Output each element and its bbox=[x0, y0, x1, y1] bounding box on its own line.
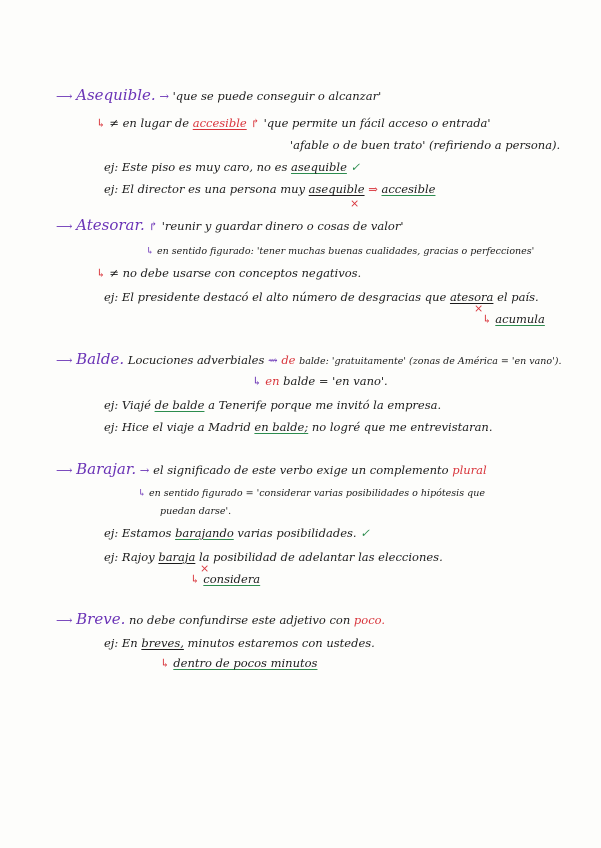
barajar-figurative-1 bbox=[138, 487, 485, 501]
key-word: plural bbox=[452, 463, 487, 477]
example-text: ej: Este piso es muy caro, no es bbox=[104, 160, 288, 174]
barajar-example-2 bbox=[104, 550, 443, 564]
arrow-right-icon: ⟶ bbox=[56, 89, 73, 103]
wrong-word: asequible bbox=[308, 182, 365, 196]
locution-def: balde: 'gratuitamente' (zonas de América = 'en vano'). bbox=[299, 356, 562, 367]
entry-asequible bbox=[56, 88, 381, 103]
example-text: a Tenerife porque me invitó la empresa. bbox=[208, 398, 442, 412]
example-text: minutos estaremos con ustedes. bbox=[187, 636, 375, 650]
arrow-hook-icon: ↳ bbox=[96, 266, 106, 280]
barajar-figurative-2 bbox=[160, 505, 231, 519]
headword: Asequible. bbox=[76, 86, 156, 104]
headword: Breve. bbox=[76, 610, 126, 628]
arrow-hook-icon: ↳ bbox=[138, 488, 146, 499]
locution-def: balde = 'en vano'. bbox=[283, 374, 388, 388]
example-text: ej: El director es una persona muy bbox=[104, 182, 306, 196]
arrow-right-icon: ⟶ bbox=[56, 463, 73, 477]
example-text: la posibilidad de adelantar las elecciones. bbox=[198, 550, 443, 564]
check-icon: ✓ bbox=[350, 160, 361, 174]
definition: 'que se puede conseguir o alcanzar' bbox=[172, 89, 382, 103]
arrow-right-icon: ⟶ bbox=[56, 613, 73, 627]
definition: 'reunir y guardar dinero o cosas de valor' bbox=[161, 219, 404, 233]
barajar-fix bbox=[190, 572, 260, 586]
headword: Atesorar. bbox=[76, 216, 145, 234]
asequible-def2-line bbox=[290, 138, 560, 152]
cross-icon: × bbox=[350, 197, 360, 210]
example-text: ej: Viajé bbox=[104, 398, 151, 412]
cross-icon: × bbox=[474, 302, 484, 315]
asequible-example-1 bbox=[104, 160, 360, 174]
check-icon: ✓ bbox=[360, 526, 370, 540]
example-word: de balde bbox=[154, 398, 205, 412]
barajar-example-1 bbox=[104, 526, 370, 540]
arrow-hook-icon: ↳ bbox=[160, 656, 170, 670]
definition: el significado de este verbo exige un complemento bbox=[153, 463, 449, 477]
arrow-right-icon: ⇝ bbox=[268, 353, 278, 367]
balde-example-2 bbox=[104, 420, 492, 434]
example-word: en balde; bbox=[254, 420, 309, 434]
arrow-branch-icon: ↱ bbox=[250, 116, 260, 130]
arrow-right-icon: ⟶ bbox=[56, 353, 73, 367]
example-text: ej: Hice el viaje a Madrid bbox=[104, 420, 251, 434]
example-word: asequible bbox=[291, 160, 347, 174]
arrow-hook-icon: ↳ bbox=[190, 572, 200, 586]
asequible-neq-line bbox=[96, 116, 491, 130]
correct-word: accesible bbox=[381, 182, 436, 196]
arrow-branch-icon: ↱ bbox=[148, 219, 159, 233]
intro-text: Locuciones adverbiales bbox=[127, 353, 265, 367]
key-word: poco. bbox=[353, 613, 386, 627]
figurative-def: en sentido figurado = 'considerar varias posibilidades o hipótesis que bbox=[149, 488, 485, 499]
entry-barajar bbox=[56, 462, 487, 477]
arrow-right-icon: → bbox=[159, 89, 169, 103]
atesorar-figurative bbox=[146, 245, 535, 259]
entry-breve bbox=[56, 612, 385, 627]
correct-word: considera bbox=[203, 572, 261, 586]
example-text: ej: En bbox=[104, 636, 138, 650]
definition: no debe confundirse este adjetivo con bbox=[129, 613, 351, 627]
example-text: el país. bbox=[497, 290, 539, 304]
headword: Barajar. bbox=[76, 460, 137, 478]
example-text: ej: Estamos bbox=[104, 526, 172, 540]
arrow-hook-icon: ↳ bbox=[146, 246, 154, 257]
example-text: varias posibilidades. bbox=[237, 526, 357, 540]
example-text: ej: El presidente destacó el alto número de desgracias que bbox=[104, 290, 447, 304]
locution-word: de bbox=[281, 353, 296, 367]
contrast-word: accesible bbox=[192, 116, 247, 130]
arrow-right-icon: ⇒ bbox=[368, 182, 378, 196]
balde-en-line bbox=[252, 374, 388, 388]
arrow-hook-icon: ↳ bbox=[252, 374, 262, 388]
example-text: no logré que me entrevistaran. bbox=[311, 420, 493, 434]
locution-word: en bbox=[265, 374, 280, 388]
contrast-def-2: 'afable o de buen trato' (refiriendo a persona). bbox=[290, 138, 561, 152]
wrong-word: breves, bbox=[141, 636, 184, 650]
entry-atesorar bbox=[56, 218, 404, 233]
atesorar-fix bbox=[482, 312, 545, 326]
entry-balde bbox=[56, 352, 562, 369]
breve-example bbox=[104, 636, 375, 650]
arrow-right-icon: → bbox=[139, 463, 150, 477]
figurative-def: en sentido figurado: 'tener muchas buenas cualidades, gracias o perfecciones' bbox=[157, 246, 535, 257]
correct-word: dentro de pocos minutos bbox=[173, 656, 318, 670]
example-text: ej: Rajoy bbox=[104, 550, 155, 564]
breve-fix bbox=[160, 656, 317, 670]
atesorar-neq-line bbox=[96, 266, 361, 280]
arrow-right-icon: ⟶ bbox=[56, 219, 73, 233]
arrow-hook-icon: ↳ bbox=[482, 312, 492, 326]
wrong-word: atesora bbox=[449, 290, 494, 304]
neq-text: ≠ no debe usarse con conceptos negativos. bbox=[109, 266, 362, 280]
example-word: barajando bbox=[175, 526, 234, 540]
correct-word: acumula bbox=[495, 312, 545, 326]
contrast-def-1: 'que permite un fácil acceso o entrada' bbox=[263, 116, 491, 130]
arrow-hook-icon: ↳ bbox=[96, 116, 106, 130]
figurative-def: puedan darse'. bbox=[160, 506, 232, 517]
neq-text: ≠ en lugar de bbox=[109, 116, 190, 130]
asequible-example-2 bbox=[104, 182, 435, 196]
headword: Balde. bbox=[76, 350, 125, 368]
cross-icon: × bbox=[200, 562, 210, 575]
wrong-word: baraja bbox=[158, 550, 196, 564]
balde-example-1 bbox=[104, 398, 441, 412]
